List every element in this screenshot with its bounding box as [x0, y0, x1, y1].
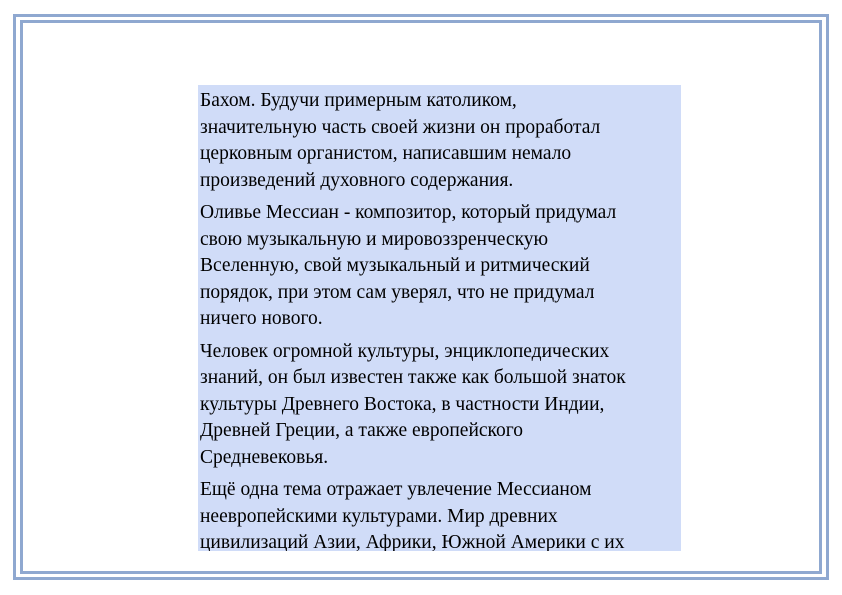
- slide-text-box: [198, 85, 681, 551]
- paragraph-culture: Человек огромной культуры, энциклопедических знаний, он был известен также как большой знаток культуры Древнего Востока, в частности Индии, Древней Греции, а также европейского Средневековья.: [200, 340, 626, 468]
- paragraph-non-european: Ещё одна тема отражает увлечение Мессианом неевропейскими культурами. Мир древних цивилизаций Азии, Африки, Южной Америки с их: [200, 479, 625, 551]
- paragraph-messiaen-composer: Оливье Мессиан - композитор, который придумал свою музыкальную и мировоззренческую Вселенную, свой музыкальный и ритмический порядок, при этом сам уверял, что не придумал ничего нового.: [200, 202, 617, 329]
- paragraph-bach: Бахом. Будучи примерным католиком, значительную часть своей жизни он проработал церковным органистом, написавшим немало произведений духовного содержания.: [200, 90, 601, 191]
